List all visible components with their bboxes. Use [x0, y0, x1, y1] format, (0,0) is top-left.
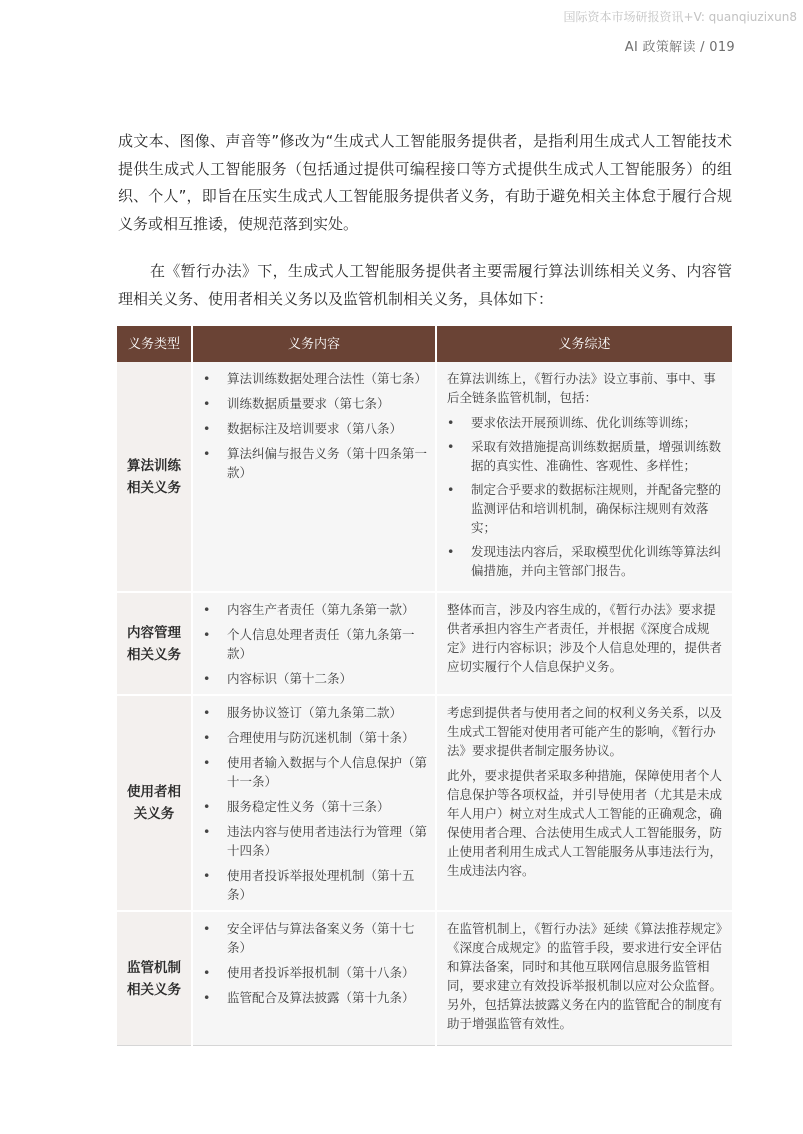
- summary-bullet-list: [447, 413, 724, 580]
- table-row-algorithm-training: [117, 362, 732, 592]
- table-row-content-management: [117, 592, 732, 695]
- obligation-content-cell: [192, 592, 436, 695]
- obligation-type-cell: [117, 362, 192, 592]
- summary-paragraph: 此外，要求提供者采取多种措施，保障使用者个人信息保护等各项权益，并引导使用者（尤其是未成年人用户）树立对生成式人工智能的正确观念，确保使用者合理、合法使用生成式人工智能服务，防止使用者利用生成式人工智能服务从事违法行为，生成违法内容。: [447, 768, 723, 878]
- header-obligation-content: 义务内容: [192, 326, 436, 362]
- table-header-row: [117, 326, 732, 362]
- list-item: • 算法训练数据处理合法性（第七条）: [203, 369, 427, 388]
- obligation-type-cell: [117, 911, 192, 1046]
- obligation-type-line: 相关义务: [127, 981, 181, 998]
- obligation-type-cell: [117, 695, 192, 911]
- obligations-table: [117, 326, 732, 1046]
- summary-paragraph: 考虑到提供者与使用者之间的权利义务关系，以及生成式工智能对使用者可能产生的影响，《暂行办法》要求提供者制定服务协议。: [447, 705, 723, 758]
- summary-paragraph: 在算法训练上，《暂行办法》设立事前、事中、事后全链条监管机制，包括：: [447, 371, 716, 405]
- list-item: • 使用者投诉举报处理机制（第十五条）: [203, 866, 427, 904]
- obligation-content-list: [203, 919, 427, 1007]
- table-row-user-obligations: [117, 695, 732, 911]
- header-obligation-summary: 义务综述: [436, 326, 732, 362]
- list-item: • 制定合乎要求的数据标注规则，并配备完整的监测评估和培训机制，确保标注规则有效落实；: [447, 480, 724, 537]
- obligation-type-line: 使用者相: [127, 784, 181, 800]
- obligation-content-cell: [192, 362, 436, 592]
- table-row-supervision: [117, 911, 732, 1046]
- obligation-type-line: 相关义务: [127, 479, 181, 496]
- body-paragraph-1: 成文本、图像、声音等”修改为“生成式人工智能服务提供者，是指利用生成式人工智能技术提供生成式人工智能服务（包括通过提供可编程接口等方式提供生成式人工智能服务）的组织、个人”，即旨在压实生成式人工智能服务提供者义务，有助于避免相关主体怠于履行合规义务或相互推诿，使规范落到实处。: [118, 132, 732, 233]
- list-item: • 个人信息处理者责任（第九条第一款）: [203, 625, 427, 663]
- list-item: • 内容生产者责任（第九条第一款）: [203, 600, 427, 619]
- list-item: • 服务稳定性义务（第十三条）: [203, 797, 427, 816]
- page-header-title: AI 政策解读 / 019: [624, 40, 735, 55]
- obligation-summary-cell: [436, 362, 732, 592]
- list-item: • 要求依法开展预训练、优化训练等训练；: [447, 413, 724, 432]
- obligation-type-line: 算法训练: [127, 457, 181, 474]
- summary-paragraph: 在监管机制上，《暂行办法》延续《算法推荐规定》《深度合成规定》的监管手段，要求进行安全评估和算法备案，同时和其他互联网信息服务监管相同，要求建立有效投诉举报机制以应对公众监督。另外，包括算法披露义务在内的监管配合的制度有助于增强监管有效性。: [447, 921, 723, 1031]
- list-item: • 算法纠偏与报告义务（第十四条第一款）: [203, 444, 427, 482]
- list-item: • 安全评估与算法备案义务（第十七条）: [203, 919, 427, 957]
- list-item: • 发现违法内容后，采取模型优化训练等算法纠偏措施，并向主管部门报告。: [447, 542, 724, 580]
- summary-paragraph: 整体而言，涉及内容生成的，《暂行办法》要求提供者承担内容生产者责任，并根据《深度合成规定》进行内容标识；涉及个人信息处理的，提供者应切实履行个人信息保护义务。: [447, 602, 723, 674]
- obligation-type-line: 内容管理: [127, 624, 181, 641]
- list-item: • 使用者输入数据与个人信息保护（第十一条）: [203, 753, 427, 791]
- obligation-content-cell: [192, 695, 436, 911]
- obligation-summary-cell: [436, 695, 732, 911]
- list-item: • 监管配合及算法披露（第十九条）: [203, 988, 427, 1007]
- body-paragraph-2: 在《暂行办法》下，生成式人工智能服务提供者主要需履行算法训练相关义务、内容管理相关义务、使用者相关义务以及监管机制相关义务，具体如下：: [118, 262, 732, 308]
- obligation-content-list: [203, 600, 427, 688]
- list-item: • 训练数据质量要求（第七条）: [203, 394, 427, 413]
- obligation-summary-cell: [436, 592, 732, 695]
- obligation-summary-cell: [436, 911, 732, 1046]
- list-item: • 违法内容与使用者违法行为管理（第十四条）: [203, 822, 427, 860]
- obligation-content-cell: [192, 911, 436, 1046]
- list-item: • 内容标识（第十二条）: [203, 669, 427, 688]
- list-item: • 采取有效措施提高训练数据质量，增强训练数据的真实性、准确性、客观性、多样性；: [447, 437, 724, 475]
- watermark-text: 国际资本市场研报资讯+V: quanqiuzixun8: [563, 10, 797, 24]
- obligation-type-line: 监管机制: [127, 959, 181, 976]
- obligation-type-line: 关义务: [133, 806, 175, 822]
- obligation-content-list: [203, 369, 427, 482]
- header-obligation-type: 义务类型: [117, 326, 192, 362]
- list-item: • 使用者投诉举报机制（第十八条）: [203, 963, 427, 982]
- list-item: • 数据标注及培训要求（第八条）: [203, 419, 427, 438]
- list-item: • 服务协议签订（第九条第二款）: [203, 703, 427, 722]
- obligation-content-list: [203, 703, 427, 904]
- list-item: • 合理使用与防沉迷机制（第十条）: [203, 728, 427, 747]
- obligation-type-line: 相关义务: [127, 646, 181, 663]
- obligation-type-cell: [117, 592, 192, 695]
